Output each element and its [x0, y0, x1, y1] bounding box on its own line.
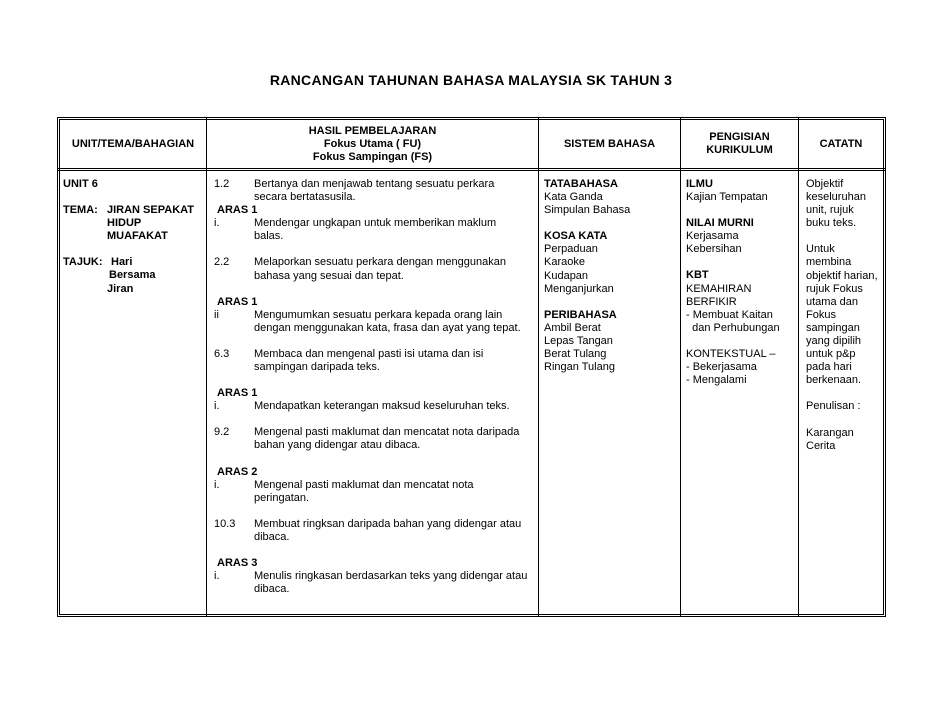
- hasil-cell: 1.2 Bertanya dan menjawab tentang sesuatu perkara secara bertatasusila. ARAS 1 i. Mendengar ungkapan untuk memberikan maklum balas. 2.2 Melaporkan sesuatu perkara dengan menggunakan bahasa yang sesuai dan tepat. ARAS 1 ii Mengumumkan sesuatu perkara kepada orang lain dengan menggunakan kata, frasa dan ayat yang tepat. 6.3 Membaca dan mengenal pasti isi utama dan isi sampingan daripada teks. ARAS 1 i. Mendapatkan keterangan maksud keseluruhan teks. 9.2 Mengenal pasti maklumat dan mencatat nota daripada bahan yang didengar atau dibaca. ARAS 2 i. Mengenal pasti maklumat dan mencatat nota peringatan. 10.3 Membuat ringksan daripada bahan yang didengar atau dibaca. ARAS 3 i. Menulis ringkasan berdasarkan teks yang didengar atau dibaca.: [214, 178, 528, 596]
- header-hasil: HASIL PEMBELAJARAN Fokus Utama ( FU) Fokus Sampingan (FS): [308, 124, 437, 163]
- header-pengisian: PENGISIAN KURIKULUM: [706, 131, 773, 156]
- header-sistem: SISTEM BAHASA: [563, 137, 656, 150]
- document-title: RANCANGAN TAHUNAN BAHASA MALAYSIA SK TAHUN 3: [269, 72, 673, 88]
- header-unit: UNIT/TEMA/BAHAGIAN: [71, 137, 195, 150]
- header-divider: [57, 168, 886, 171]
- header-catatan: CATATN: [819, 137, 863, 150]
- catatan-cell: Objektif keseluruhan unit, rujuk buku teks. Untuk membina objektif harian, rujuk Fokus utama dan Fokus sampingan yang dipilih untuk p&p pada hari berkenaan. Penulisan : Karangan Cerita: [806, 178, 878, 452]
- column-divider: [538, 117, 539, 617]
- column-divider: [206, 117, 207, 617]
- pengisian-cell: ILMU Kajian Tempatan NILAI MURNI Kerjasama Kebersihan KBT KEMAHIRAN BERFIKIR - Membuat Kaitan dan Perhubungan KONTEKSTUAL – - Bekerjasama - Mengalami: [686, 178, 780, 387]
- column-divider: [798, 117, 799, 617]
- column-divider: [680, 117, 681, 617]
- sistem-cell: TATABAHASA Kata Ganda Simpulan Bahasa KOSA KATA Perpaduan Karaoke Kudapan Menganjurkan PERIBAHASA Ambil Berat Lepas Tangan Berat Tulang Ringan Tulang: [544, 178, 631, 374]
- unit-cell: UNIT 6 TEMA: JIRAN SEPAKAT HIDUP MUAFAKAT TAJUK: Hari Bersama Jiran: [63, 178, 194, 295]
